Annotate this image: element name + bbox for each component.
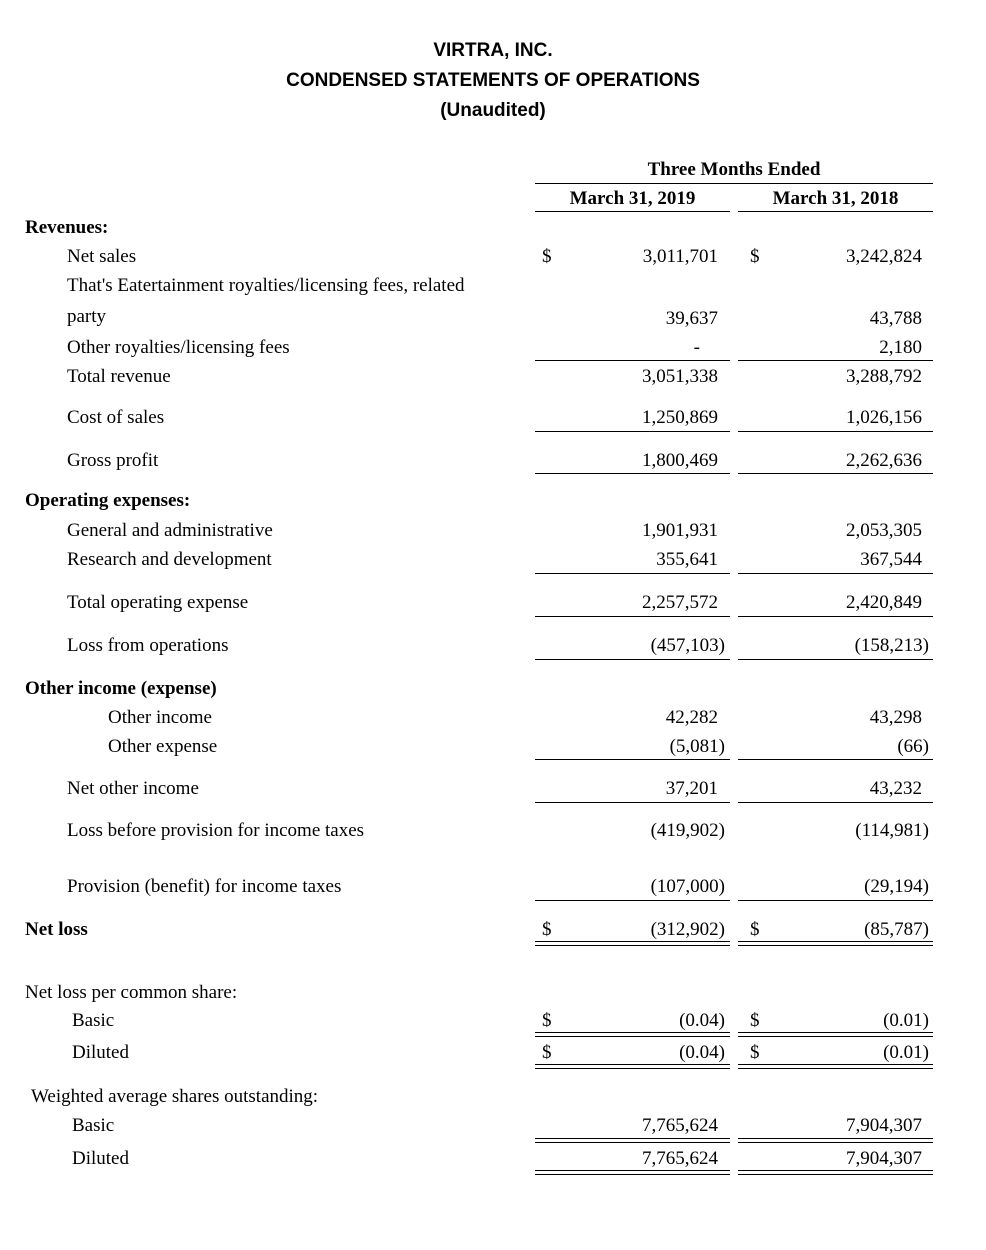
currency-symbol: $ <box>542 1010 552 1031</box>
row-label-shares-basic: Basic <box>72 1115 115 1136</box>
row-label-provision-tax: Provision (benefit) for income taxes <box>67 876 342 897</box>
divider <box>738 573 933 574</box>
value-2019: 37,201 <box>665 778 718 799</box>
column-header-2019: March 31, 2019 <box>569 188 696 209</box>
value-2018: 3,288,792 <box>846 366 922 387</box>
currency-symbol: $ <box>750 246 760 267</box>
value-2019: (107,000) <box>650 876 725 897</box>
divider <box>535 360 730 361</box>
value-2019: (419,902) <box>650 820 725 841</box>
currency-symbol: $ <box>542 246 552 267</box>
row-label-shares-diluted: Diluted <box>72 1148 129 1169</box>
value-2018: (0.01) <box>883 1042 929 1063</box>
value-2018: 7,904,307 <box>846 1115 922 1136</box>
column-header-2018: March 31, 2018 <box>772 188 899 209</box>
row-label-total-revenue: Total revenue <box>67 366 171 387</box>
value-2019: 1,901,931 <box>642 520 718 541</box>
divider <box>738 900 933 901</box>
value-2019: 39,637 <box>665 308 718 329</box>
row-label-thats-eatertainment-cont: party <box>67 306 107 327</box>
double-underline <box>535 1170 730 1175</box>
value-2018: (85,787) <box>864 919 929 940</box>
divider <box>535 573 730 574</box>
value-2019: (312,902) <box>650 919 725 940</box>
row-label-total-operating-expense: Total operating expense <box>67 592 249 613</box>
value-2018: (29,194) <box>864 876 929 897</box>
statement-title: CONDENSED STATEMENTS OF OPERATIONS <box>286 70 700 91</box>
row-label-net-sales: Net sales <box>67 246 137 267</box>
row-label-general-admin: General and administrative <box>67 520 273 541</box>
row-label-loss-before-tax: Loss before provision for income taxes <box>67 820 365 841</box>
divider <box>738 360 933 361</box>
currency-symbol: $ <box>542 1042 552 1063</box>
divider <box>535 802 730 803</box>
currency-symbol: $ <box>750 1010 760 1031</box>
value-2018: 1,026,156 <box>846 407 922 428</box>
divider <box>738 211 933 212</box>
divider <box>535 616 730 617</box>
double-underline <box>535 1138 730 1143</box>
divider <box>535 211 730 212</box>
value-2019: (457,103) <box>650 635 725 656</box>
double-underline <box>535 941 730 946</box>
double-underline <box>535 1032 730 1037</box>
row-label-research-development: Research and development <box>67 549 272 570</box>
value-2018: 367,544 <box>860 549 922 570</box>
divider <box>535 431 730 432</box>
value-2019: 3,051,338 <box>642 366 718 387</box>
double-underline <box>535 1064 730 1069</box>
row-label-other-income: Other income <box>108 707 212 728</box>
section-operating-expenses: Operating expenses: <box>25 490 191 511</box>
section-revenues: Revenues: <box>25 217 109 238</box>
section-net-loss-per-share: Net loss per common share: <box>25 982 238 1003</box>
value-2019: (0.04) <box>679 1042 725 1063</box>
double-underline <box>738 941 933 946</box>
double-underline <box>738 1170 933 1175</box>
row-label-other-royalties: Other royalties/licensing fees <box>67 337 290 358</box>
divider <box>535 759 730 760</box>
row-label-net-loss: Net loss <box>25 919 88 940</box>
divider <box>738 431 933 432</box>
value-2019: 2,257,572 <box>642 592 718 613</box>
value-2018: 43,298 <box>869 707 922 728</box>
currency-symbol: $ <box>750 1042 760 1063</box>
divider <box>738 759 933 760</box>
value-2019: 3,011,701 <box>642 246 718 267</box>
value-2018: (0.01) <box>883 1010 929 1031</box>
value-2019: - <box>693 337 700 358</box>
value-2018: 2,180 <box>879 337 922 358</box>
currency-symbol: $ <box>750 919 760 940</box>
value-2018: 2,053,305 <box>846 520 922 541</box>
row-label-eps-basic: Basic <box>72 1010 115 1031</box>
value-2019: 42,282 <box>665 707 718 728</box>
value-2019: 7,765,624 <box>642 1148 718 1169</box>
row-label-thats-eatertainment: That's Eatertainment royalties/licensing fees, related <box>67 275 465 296</box>
currency-symbol: $ <box>542 919 552 940</box>
value-2019: 7,765,624 <box>642 1115 718 1136</box>
row-label-cost-of-sales: Cost of sales <box>67 407 165 428</box>
divider <box>738 659 933 660</box>
value-2019: 1,250,869 <box>642 407 718 428</box>
value-2019: (5,081) <box>669 736 725 757</box>
row-label-loss-from-operations: Loss from operations <box>67 635 229 656</box>
value-2018: 2,262,636 <box>846 450 922 471</box>
value-2018: 43,232 <box>869 778 922 799</box>
value-2019: 355,641 <box>656 549 718 570</box>
section-other-income: Other income (expense) <box>25 678 217 699</box>
value-2018: (158,213) <box>854 635 929 656</box>
double-underline <box>738 1064 933 1069</box>
double-underline <box>738 1032 933 1037</box>
divider <box>738 616 933 617</box>
divider <box>738 802 933 803</box>
value-2018: 3,242,824 <box>846 246 922 267</box>
company-name: VIRTRA, INC. <box>433 40 553 61</box>
value-2018: (114,981) <box>855 820 929 841</box>
period-group-header: Three Months Ended <box>647 159 821 180</box>
divider <box>535 900 730 901</box>
row-label-eps-diluted: Diluted <box>72 1042 129 1063</box>
divider <box>535 183 933 184</box>
divider <box>738 473 933 474</box>
statement-status: (Unaudited) <box>440 100 546 121</box>
value-2019: 1,800,469 <box>642 450 718 471</box>
row-label-gross-profit: Gross profit <box>67 450 159 471</box>
value-2019: (0.04) <box>679 1010 725 1031</box>
row-label-net-other-income: Net other income <box>67 778 199 799</box>
value-2018: 2,420,849 <box>846 592 922 613</box>
section-weighted-shares: Weighted average shares outstanding: <box>31 1086 319 1107</box>
value-2018: (66) <box>897 736 929 757</box>
value-2018: 7,904,307 <box>846 1148 922 1169</box>
row-label-other-expense: Other expense <box>108 736 218 757</box>
value-2018: 43,788 <box>869 308 922 329</box>
divider <box>535 659 730 660</box>
double-underline <box>738 1138 933 1143</box>
divider <box>535 473 730 474</box>
